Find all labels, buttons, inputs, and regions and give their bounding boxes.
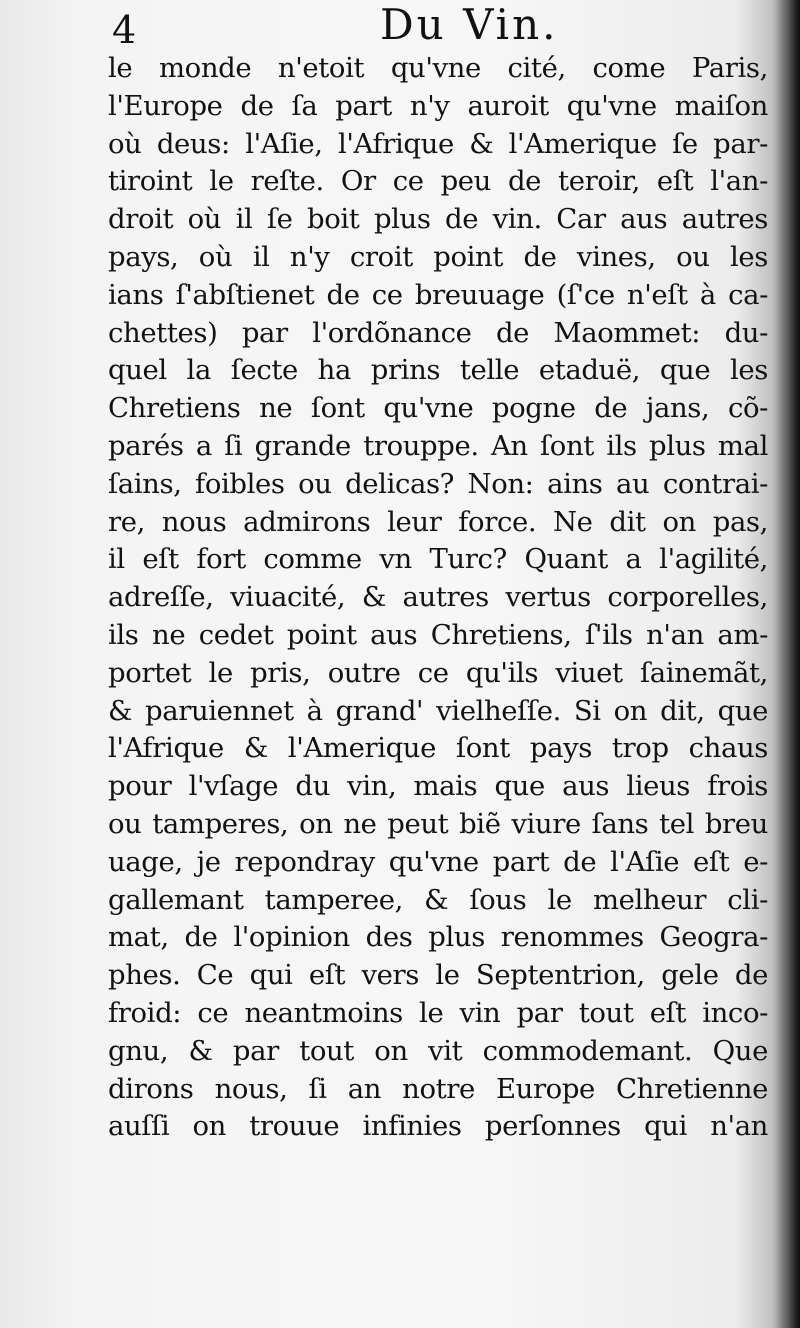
- text-line: gnu, & par tout on vit commodemant. Que: [108, 1034, 768, 1067]
- text-line: & paruiennet à grand' vielheſſe. Si on dit, que: [108, 694, 768, 727]
- text-line: pays, où il n'y croit point de vines, ou les: [108, 240, 768, 273]
- text-line: gallemant tamperee, & ſous le melheur cli-: [108, 883, 768, 916]
- text-line: tiroint le reſte. Or ce peu de teroir, eſt l'an-: [108, 165, 768, 198]
- text-line: chettes) par l'ordõnance de Maommet: du-: [108, 316, 768, 349]
- text-line: mat, de l'opinion des plus renommes Geogra-: [108, 921, 768, 954]
- text-line: l'Afrique & l'Amerique ſont pays trop chaus: [108, 732, 768, 765]
- page-number: 4: [112, 8, 137, 52]
- text-line: ou tamperes, on ne peut biẽ viure ſans tel breu: [108, 807, 768, 840]
- text-line: où deus: l'Aſie, l'Afrique & l'Amerique ſe par-: [108, 127, 768, 160]
- text-line: pour l'vſage du vin, mais que aus lieus frois: [108, 770, 768, 803]
- text-line: droit où il ſe boit plus de vin. Car aus autres: [108, 203, 768, 236]
- text-line: Chretiens ne ſont qu'vne pogne de jans, cõ-: [108, 392, 768, 425]
- text-line: ians ſ'abſtienet de ce breuuage (ſ'ce n'eſt à ca-: [108, 278, 768, 311]
- body-text: [108, 50, 768, 1146]
- text-line: phes. Ce qui eſt vers le Septentrion, gele de: [108, 959, 768, 992]
- text-line: il eſt fort comme vn Turc? Quant a l'agilité,: [108, 543, 768, 576]
- running-head: [0, 0, 800, 56]
- gutter-shadow: [772, 0, 800, 1328]
- text-line: le monde n'etoit qu'vne cité, come Paris,: [108, 52, 768, 84]
- text-line: adreſſe, viuacité, & autres vertus corporelles,: [108, 581, 768, 614]
- text-line: portet le pris, outre ce qu'ils viuet ſainemãt,: [108, 656, 768, 689]
- text-line: quel la ſecte ha prins telle etaduë, que les: [108, 354, 768, 387]
- text-line: uage, je repondray qu'vne part de l'Aſie eſt e-: [108, 845, 768, 878]
- page-title: Du Vin.: [380, 0, 559, 49]
- text-line: l'Europe de ſa part n'y auroit qu'vne maiſon: [108, 89, 768, 122]
- text-line: ſains, foibles ou delicas? Non: ains au contrai-: [108, 467, 768, 500]
- text-line: froid: ce neantmoins le vin par tout eſt inco-: [108, 996, 768, 1029]
- text-line: parés a ſi grande trouppe. An ſont ils plus mal: [108, 429, 768, 462]
- text-line: ils ne cedet point aus Chretiens, ſ'ils n'an am-: [108, 618, 768, 651]
- text-line: dirons nous, ſi an notre Europe Chretienne: [108, 1072, 768, 1105]
- text-line: re, nous admirons leur force. Ne dit on pas,: [108, 505, 768, 538]
- text-line: auſſi on trouue infinies perſonnes qui n'an: [108, 1110, 768, 1143]
